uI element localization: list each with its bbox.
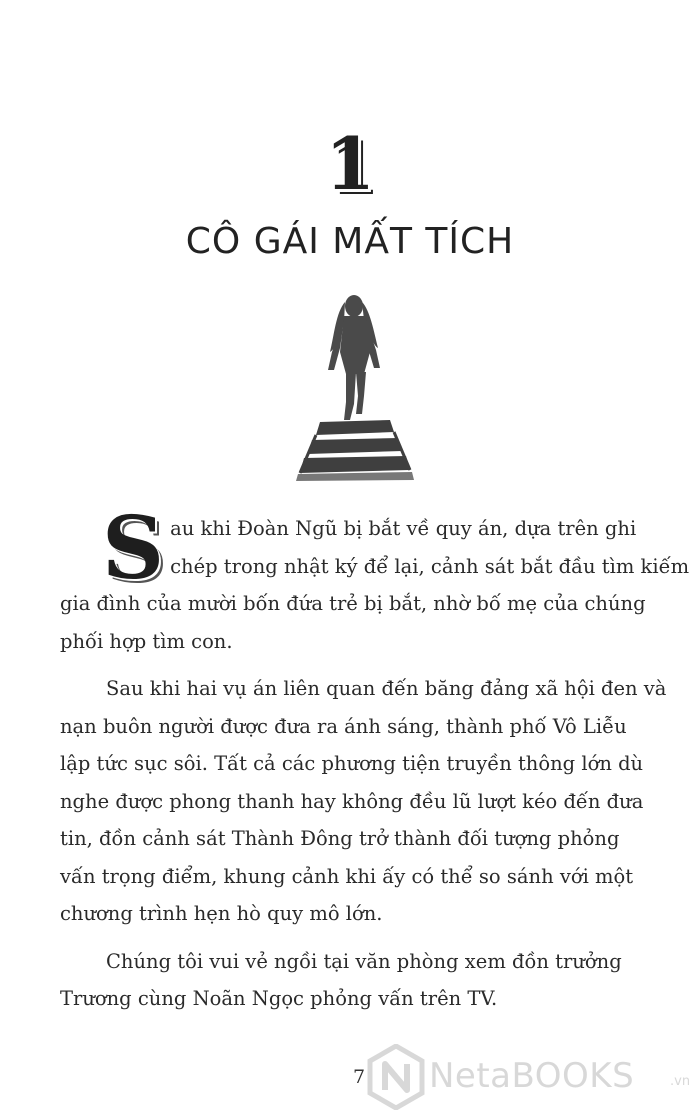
- text-line: phối hợp tìm con.: [60, 629, 233, 653]
- netabooks-watermark: [367, 1042, 697, 1114]
- watermark-suffix: .vn: [670, 1074, 691, 1089]
- chapter-title: CÔ GÁI MẤT TÍCH: [185, 221, 515, 262]
- watermark-brand: NetaBOOKS: [429, 1056, 635, 1096]
- walking-girl-illustration: [290, 292, 420, 482]
- text-line: chương trình hẹn hò quy mô lớn.: [60, 902, 383, 925]
- chapter-number: 1: [324, 121, 376, 206]
- paragraph-1: [60, 498, 690, 660]
- chapter-body: [60, 498, 690, 1018]
- text-line: gia đình của mười bốn đứa trẻ bị bắt, nhờ bố mẹ của chúng: [60, 592, 646, 615]
- text-line: tin, đồn cảnh sát Thành Đông trở thành đối tượng phỏng: [60, 827, 620, 850]
- text-line: Chúng tôi vui vẻ ngồi tại văn phòng xem đồn trưởng: [106, 949, 622, 973]
- text-line: au khi Đoàn Ngũ bị bắt về quy án, dựa trên ghi: [170, 517, 637, 540]
- page-number: 7: [353, 1066, 366, 1088]
- drop-cap: S: [102, 498, 165, 599]
- text-line: nạn buôn người được đưa ra ánh sáng, thành phố Vô Liễu: [60, 714, 627, 738]
- text-line: chép trong nhật ký để lại, cảnh sát bắt đầu tìm kiếm: [170, 554, 690, 578]
- paragraph-3: [60, 943, 636, 1018]
- text-line: lập tức sục sôi. Tất cả các phương tiện truyền thông lớn dù: [60, 752, 644, 775]
- paragraph-2: [60, 670, 667, 933]
- text-line: Trương cùng Noãn Ngọc phỏng vấn trên TV.: [60, 987, 498, 1010]
- text-line: vấn trọng điểm, khung cảnh khi ấy có thể so sánh với một: [60, 864, 634, 888]
- text-line: nghe được phong thanh hay không đều lũ lượt kéo đến đưa: [60, 789, 644, 813]
- netabooks-logo-icon: [367, 1044, 425, 1110]
- text-line: Sau khi hai vụ án liên quan đến băng đảng xã hội đen và: [106, 677, 667, 700]
